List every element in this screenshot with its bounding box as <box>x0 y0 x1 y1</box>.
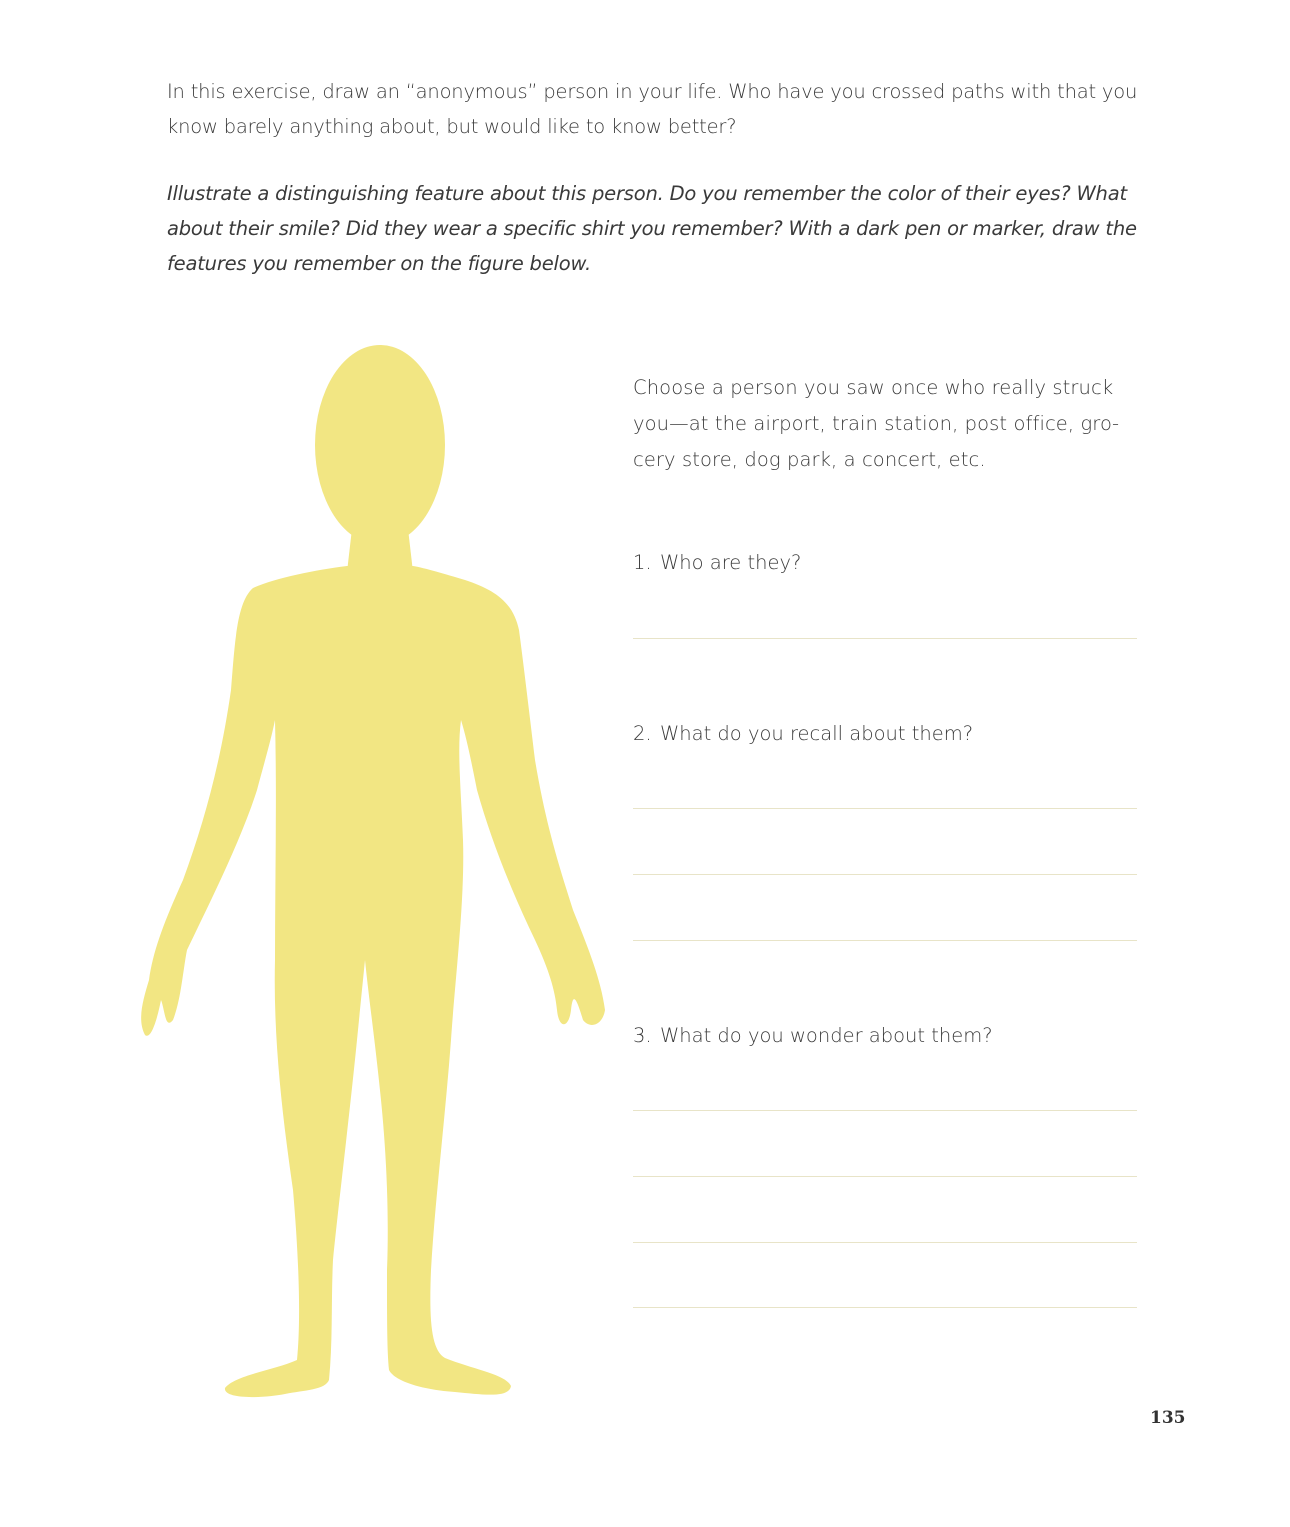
prompt-paragraph: Choose a person you saw once who really struck you—at the airport, train station, post office, grocery store, dog park, a concert, etc. <box>633 376 1120 471</box>
figure-neck <box>347 520 413 572</box>
person-silhouette-icon <box>125 340 620 1405</box>
answer-line-2c[interactable] <box>633 940 1137 941</box>
page-number: 135 <box>1150 1408 1186 1428</box>
question-1-text: Who are they? <box>660 551 802 574</box>
answer-line-1a[interactable] <box>633 638 1137 639</box>
question-1-number: 1. <box>633 551 652 574</box>
question-1 <box>633 548 1143 578</box>
intro-paragraph: In this exercise, draw an “anonymous” person in your life. Who have you crossed paths with that you know barely anything about, but would like to know better? <box>167 80 1138 138</box>
instruction-paragraph: Illustrate a distinguishing feature about this person. Do you remember the color of their eyes? What about their smile? Did they wear a specific shirt you remember? With a dark pen or marker, draw the features you remember on the figure below. <box>167 182 1137 275</box>
answer-line-3a[interactable] <box>633 1110 1137 1111</box>
question-3-text: What do you wonder about them? <box>660 1024 993 1047</box>
answer-line-3b[interactable] <box>633 1176 1137 1177</box>
figure-body <box>141 566 605 1397</box>
person-silhouette-illustration <box>125 340 620 1405</box>
question-2 <box>633 719 1143 749</box>
answer-line-2b[interactable] <box>633 874 1137 875</box>
question-2-number: 2. <box>633 722 652 745</box>
question-3-number: 3. <box>633 1024 652 1047</box>
question-2-text: What do you recall about them? <box>660 722 974 745</box>
figure-head <box>315 345 445 545</box>
answer-line-3c[interactable] <box>633 1242 1137 1243</box>
answer-line-2a[interactable] <box>633 808 1137 809</box>
question-3 <box>633 1021 1143 1051</box>
answer-line-3d[interactable] <box>633 1307 1137 1308</box>
